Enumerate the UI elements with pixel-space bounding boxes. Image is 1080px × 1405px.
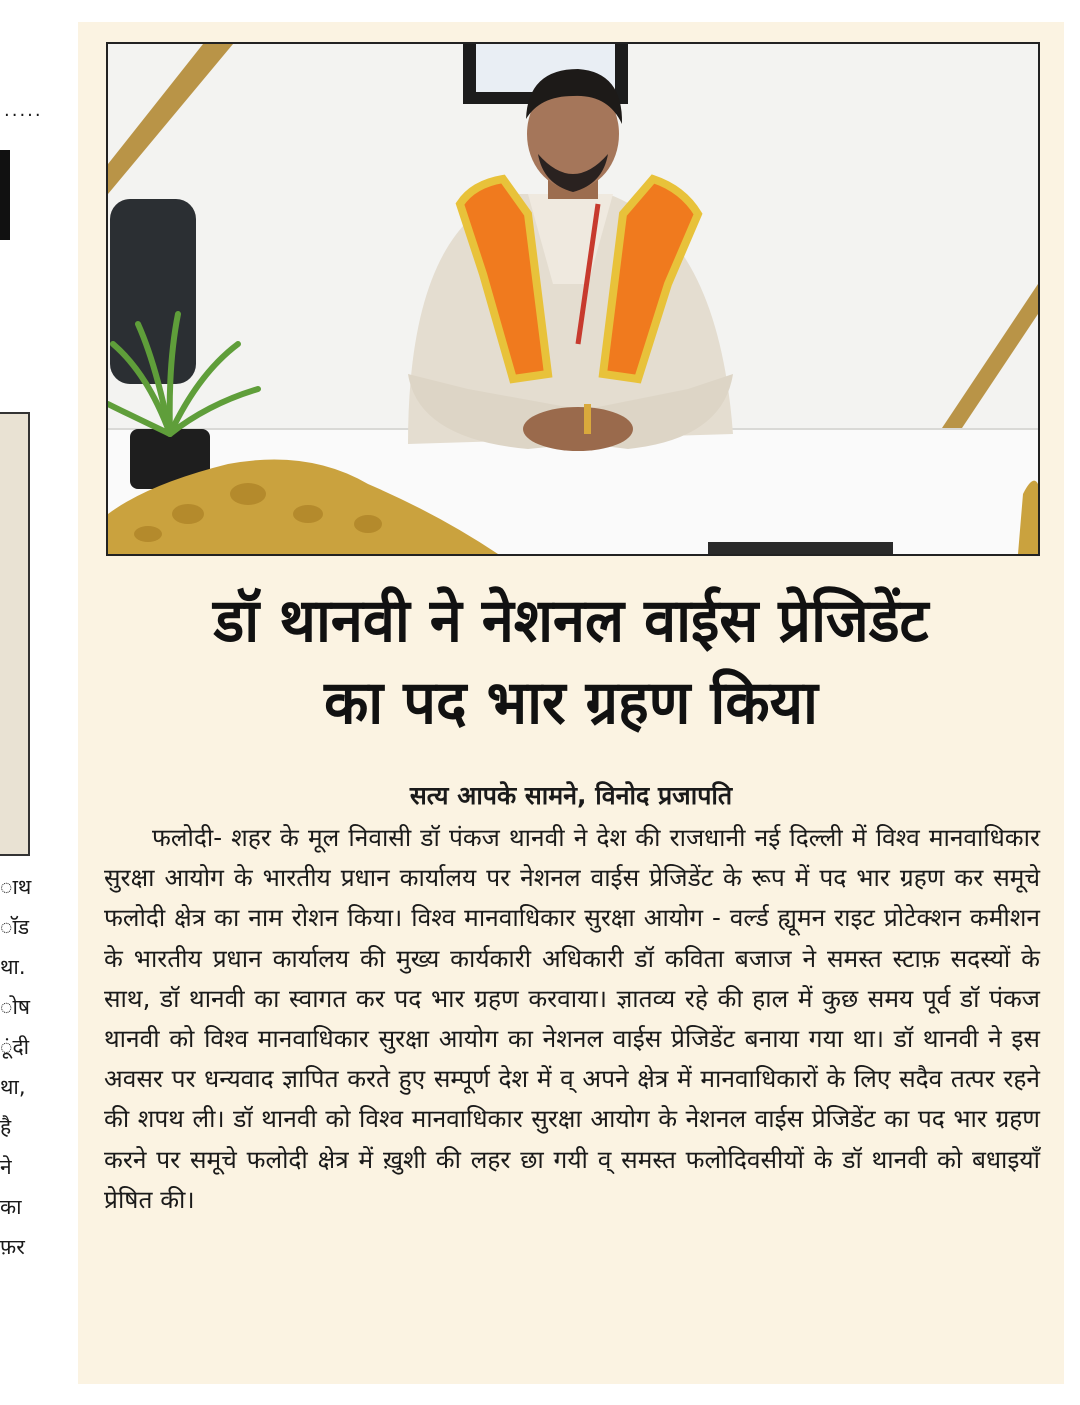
adjacent-text-fragment: था, — [0, 1075, 26, 1099]
adjacent-text-fragment: ने — [0, 1155, 12, 1179]
adjacent-text-fragment: ूंदी — [0, 1035, 30, 1059]
news-article — [78, 22, 1064, 1384]
adjacent-text-fragment: था. — [0, 955, 26, 979]
adjacent-dots: ..... — [4, 100, 43, 121]
adjacent-text-fragment: है — [0, 1115, 12, 1139]
adjacent-photo — [0, 412, 30, 856]
office-portrait-illustration — [108, 44, 1038, 554]
adjacent-text-fragment: ॉड — [0, 915, 30, 939]
headline-line-2: का पद भार ग्रहण किया — [324, 668, 818, 738]
adjacent-text-fragment: ोष — [0, 995, 31, 1019]
adjacent-text-fragment: का — [0, 1195, 22, 1219]
headline-line-1: डॉ थानवी ने नेशनल वाईस प्रेजिडेंट — [213, 586, 929, 656]
article-photo — [106, 42, 1040, 556]
adjacent-text-fragment: फ़र — [0, 1235, 25, 1259]
adjacent-headline-fragment — [0, 150, 10, 240]
adjacent-column — [0, 0, 60, 1405]
article-body: फलोदी- शहर के मूल निवासी डॉ पंकज थानवी ने देश की राजधानी नई दिल्ली में विश्व मानवाधिकार सुरक्षा आयोग के भारतीय प्रधान कार्यालय पर नेशनल वाईस प्रेजिडेंट के रूप में पद भार ग्रहण कर समूचे फलोदी क्षेत्र का नाम रोशन किया। विश्व मानवाधिकार सुरक्षा आयोग - वर्ल्ड ह्यूमन राइट प्रोटेक्शन कमीशन के भारतीय प्रधान कार्यालय की मुख्य कार्यकारी अधिकारी डॉ कविता बजाज ने समस्त स्टाफ़ सदस्यों के साथ, डॉ थानवी का स्वागत कर पद भार ग्रहण करवाया। ज्ञातव्य रहे की हाल में कुछ समय पूर्व डॉ पंकज थानवी को विश्व मानवाधिकार सुरक्षा आयोग का नेशनल वाईस प्रेजिडेंट बनाया गया था। डॉ थानवी ने इस अवसर पर धन्यवाद ज्ञापित करते हुए सम्पूर्ण देश में व् अपने क्षेत्र में मानवाधिकारों के लिए सदैव तत्पर रहने की शपथ ली। डॉ थानवी को विश्व मानवाधिकार सुरक्षा आयोग के नेशनल वाईस प्रेजिडेंट का पद भार ग्रहण करने पर समूचे फलोदी क्षेत्र में ख़ुशी की लहर छा गयी व् समस्त फलोदिवसीयों के डॉ थानवी को बधाइयाँ प्रेषित की। — [104, 823, 1040, 1214]
adjacent-text-fragment: ाथ — [0, 875, 32, 899]
byline: सत्य आपके सामने, विनोद प्रजापति — [409, 781, 733, 810]
